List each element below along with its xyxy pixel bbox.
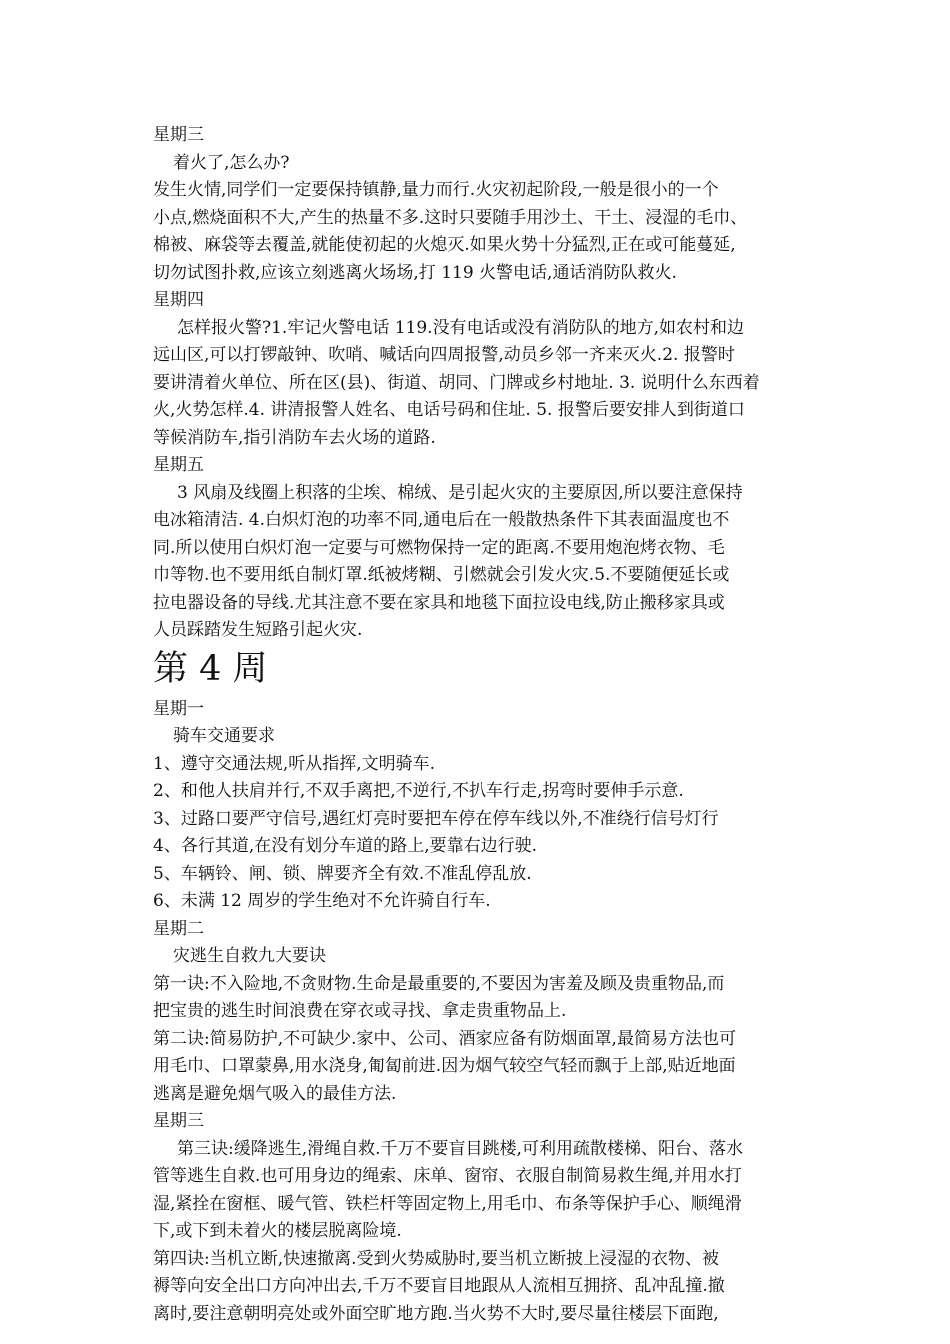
paragraph-line: 把宝贵的逃生时间浪费在穿衣或寻找、拿走贵重物品上. [153, 1001, 567, 1021]
paragraph-line: 5、车辆铃、闸、锁、牌要齐全有效.不准乱停乱放. [153, 863, 532, 884]
document-page [153, 122, 803, 1328]
paragraph-line: 拉电器设备的导线.尤其注意不要在家具和地毯下面拉设电线,防止搬移家具或 [153, 592, 725, 613]
paragraph-line: 湿,紧拴在窗框、暖气管、铁栏杆等固定物上,用毛巾、布条等保护手心、顺绳滑 [153, 1193, 742, 1214]
paragraph-line: 火,火势怎样.4. 讲清报警人姓名、电话号码和住址. 5. 报警后要安排人到街道口 [153, 400, 745, 420]
paragraph-line: 3 风扇及线圈上积落的尘埃、棉绒、是引起火灾的主要原因,所以要注意保持 [177, 482, 743, 503]
paragraph-line: 下,或下到未着火的楼层脱离险境. [153, 1221, 402, 1241]
paragraph-line: 等候消防车,指引消防车去火场的道路. [153, 427, 436, 448]
paragraph-line: 小点,燃烧面积不大,产生的热量不多.这时只要随手用沙土、干土、浸湿的毛巾、 [153, 207, 748, 228]
weekday-label: 星期一 [153, 698, 204, 719]
weekday-label: 星期五 [153, 455, 204, 475]
paragraph-line: 要讲清着火单位、所在区(县)、街道、胡同、门牌或乡村地址. 3. 说明什么东西着 [153, 372, 760, 393]
weekday-label: 星期二 [153, 918, 204, 939]
paragraph-line: 1、遵守交通法规,听从指挥,文明骑车. [153, 753, 436, 774]
paragraph-line: 用毛巾、口罩蒙鼻,用水浇身,匍匐前进.因为烟气较空气轻而飘于上部,贴近地面 [153, 1056, 736, 1076]
section-title: 骑车交通要求 [173, 726, 275, 746]
paragraph-line: 发生火情,同学们一定要保持镇静,量力而行.火灾初起阶段,一般是很小的一个 [153, 180, 719, 200]
weekday-label: 星期三 [153, 1111, 204, 1131]
paragraph-line: 第四诀:当机立断,快速撤离.受到火势威胁时,要当机立断披上浸湿的衣物、被 [153, 1248, 719, 1269]
paragraph-line: 2、和他人扶肩并行,不双手离把,不逆行,不扒车行走,拐弯时要伸手示意. [153, 781, 684, 801]
paragraph-line: 电冰箱清洁. 4.白炽灯泡的功率不同,通电后在一般散热条件下其表面温度也不 [153, 510, 730, 530]
paragraph-line: 第三诀:缓降逃生,滑绳自救.千万不要盲目跳楼,可利用疏散楼梯、阳台、落水 [177, 1138, 743, 1159]
paragraph-line: 逃离是避免烟气吸入的最佳方法. [153, 1083, 397, 1104]
paragraph-line: 棉被、麻袋等去覆盖,就能使初起的火熄灭.如果火势十分猛烈,正在或可能蔓延, [153, 235, 736, 255]
paragraph-line: 4、各行其道,在没有划分车道的路上,要靠右边行驶. [153, 836, 538, 856]
paragraph-line: 管等逃生自救.也可用身边的绳索、床单、窗帘、衣服自制简易救生绳,并用水打 [153, 1166, 742, 1186]
paragraph-line: 第二诀:简易防护,不可缺少.家中、公司、酒家应备有防烟面罩,最简易方法也可 [153, 1028, 736, 1049]
section-title: 灾逃生自救九大要诀 [173, 946, 326, 966]
paragraph-line: 怎样报火警?1.牢记火警电话 119.没有电话或没有消防队的地方,如农村和边 [177, 317, 744, 338]
weekday-label: 星期三 [153, 125, 204, 145]
paragraph-line: 切勿试图扑救,应该立刻逃离火场场,打 119 火警电话,通话消防队救火. [153, 262, 677, 283]
paragraph-line: 巾等物.也不要用纸自制灯罩.纸被烤糊、引燃就会引发火灾.5.不要随便延长或 [153, 565, 730, 585]
paragraph-line: 3、过路口要严守信号,遇红灯亮时要把车停在停车线以外,不准绕行信号灯行 [153, 808, 719, 829]
paragraph-line: 褥等向安全出口方向冲出去,千万不要盲目地跟从人流相互拥挤、乱冲乱撞.撤 [153, 1276, 725, 1296]
paragraph-line: 人员踩踏发生短路引起火灾. [153, 620, 363, 640]
paragraph-line: 离时,要注意朝明亮处或外面空旷地方跑.当火势不大时,要尽量往楼层下面跑, [153, 1303, 719, 1324]
paragraph-line: 6、未满 12 周岁的学生绝对不允许骑自行车. [153, 891, 491, 911]
paragraph-line: 同.所以使用白炽灯泡一定要与可燃物保持一定的距离.不要用炮泡烤衣物、毛 [153, 537, 725, 558]
paragraph-line: 第一诀:不入险地,不贪财物.生命是最重要的,不要因为害羞及顾及贵重物品,而 [153, 973, 725, 994]
week-heading: 第 4 周 [153, 648, 268, 689]
paragraph-line: 远山区,可以打锣敲钟、吹哨、喊话向四周报警,动员乡邻一齐来灭火.2. 报警时 [153, 345, 735, 365]
section-title: 着火了,怎么办? [173, 152, 290, 173]
weekday-label: 星期四 [153, 290, 204, 310]
